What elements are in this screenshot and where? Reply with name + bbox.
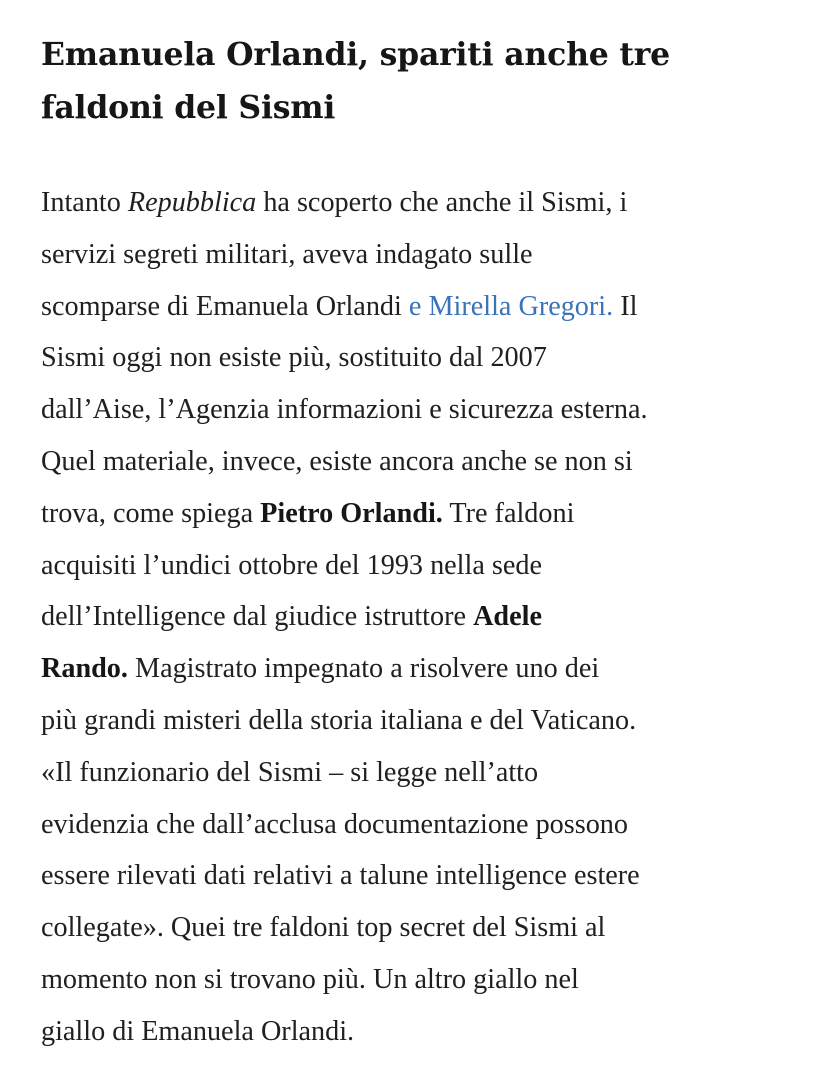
headline-line-2: faldoni del Sismi (41, 89, 336, 126)
paragraph-line: più grandi misteri della storia italiana e del Vaticano. (41, 704, 637, 736)
paragraph-line (41, 591, 788, 643)
paragraph-line: «Il funzionario del Sismi – si legge nell’atto (41, 756, 539, 788)
text-run: ha scoperto che anche il Sismi, i (256, 187, 628, 218)
paragraph-line: evidenzia che dall’acclusa documentazione possono (41, 808, 628, 840)
paragraph-line: momento non si trovano più. Un altro giallo nel (41, 963, 579, 995)
paragraph-line: Sismi oggi non esiste più, sostituito dal 2007 (41, 342, 547, 374)
text-run: Il (613, 290, 638, 322)
paragraph-line: giallo di Emanuela Orlandi. (41, 1015, 355, 1047)
text-run: Magistrato impegnato a risolvere uno dei (127, 653, 600, 685)
paragraph-line: essere rilevati dati relativi a talune intelligence estere (41, 860, 640, 892)
article-paragraph (41, 177, 788, 1058)
paragraph-line (41, 281, 788, 333)
person-name: Rando. (41, 653, 128, 685)
text-run: scomparse di Emanuela Orlandi (41, 290, 409, 322)
paragraph-line: acquisiti l’undici ottobre del 1993 nella sede (41, 549, 542, 581)
person-name: Adele (473, 601, 542, 633)
paragraph-line (41, 177, 788, 229)
text-run: trova, come spiega (41, 497, 261, 529)
paragraph-line: servizi segreti militari, aveva indagato sulle (41, 238, 533, 270)
person-name: Pietro Orlandi. (260, 497, 443, 529)
mirella-gregori-link[interactable]: e Mirella Gregori. (408, 290, 614, 322)
paragraph-line: collegate». Quei tre faldoni top secret del Sismi al (41, 912, 606, 944)
text-run: Tre faldoni (442, 497, 575, 529)
text-run: dell’Intelligence dal giudice istruttore (41, 601, 474, 633)
paragraph-line (41, 643, 788, 695)
paragraph-line: dall’Aise, l’Agenzia informazioni e sicurezza esterna. (41, 394, 648, 426)
publication-name: Repubblica (127, 187, 257, 218)
text-run: Intanto (41, 187, 128, 218)
paragraph-line (41, 488, 788, 540)
article-headline (41, 28, 788, 134)
headline-line-1: Emanuela Orlandi, spariti anche tre (41, 36, 670, 73)
paragraph-line: Quel materiale, invece, esiste ancora anche se non si (41, 445, 633, 477)
